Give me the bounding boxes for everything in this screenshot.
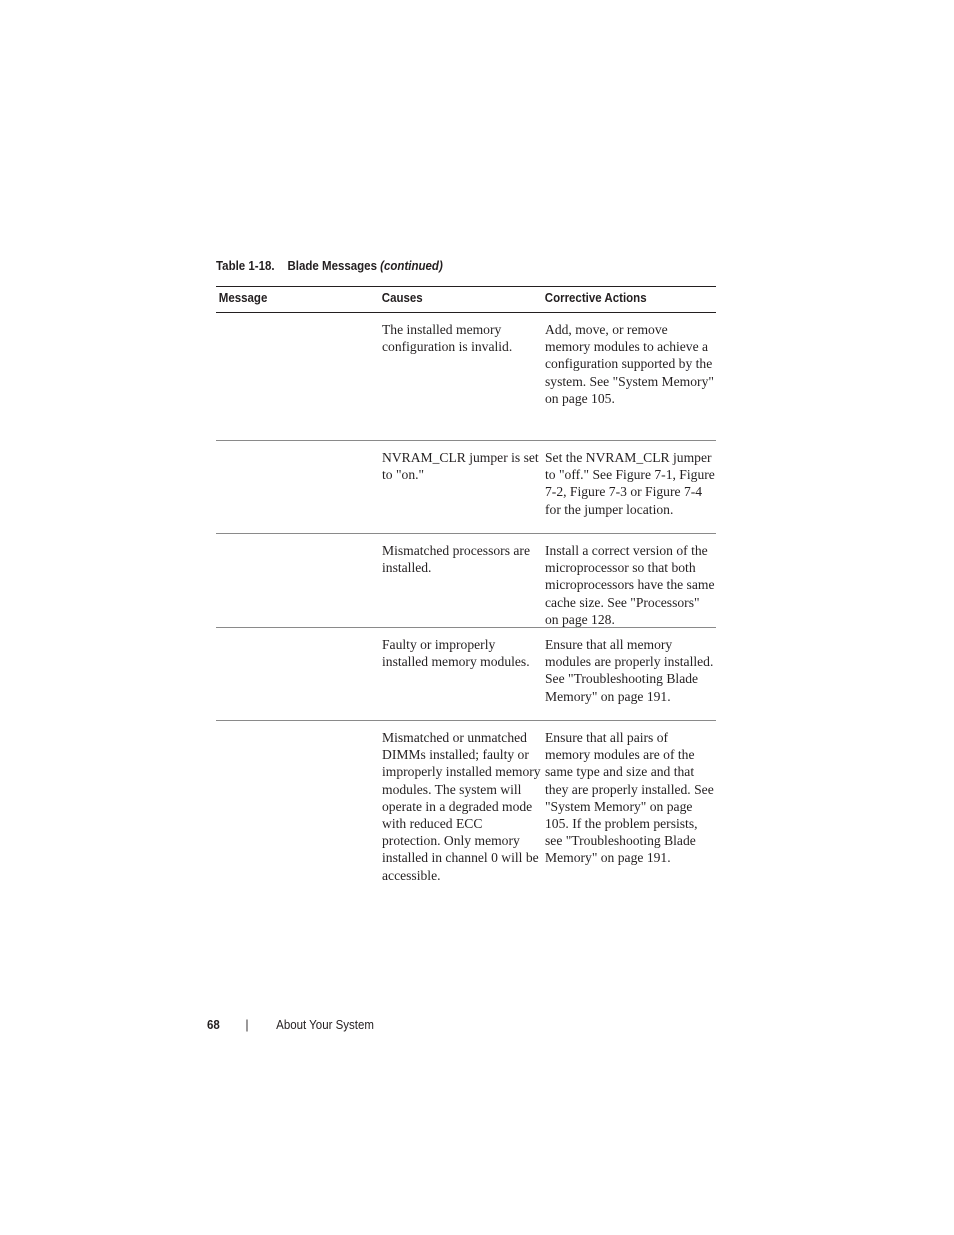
cell-message — [216, 628, 379, 720]
cell-message — [216, 534, 379, 627]
blade-messages-table — [216, 286, 716, 921]
table-continued-label: (continued) — [380, 259, 443, 273]
page-footer — [207, 1018, 374, 1032]
table-row — [216, 721, 716, 921]
cell-corrective-actions: Set the NVRAM_CLR jumper to "off." See Figure 7-1, Figure 7-2, Figure 7-3 or Figure 7-4 for the jumper location. — [545, 450, 715, 517]
table-row — [216, 441, 716, 534]
table-row — [216, 534, 716, 628]
cell-corrective-actions: Ensure that all memory modules are properly installed. See "Troubleshooting Blade Memory" on page 191. — [545, 637, 714, 704]
table-number: Table 1-18. — [216, 259, 275, 273]
header-causes: Causes — [381, 291, 423, 305]
table-title: Blade Messages — [287, 259, 377, 273]
table-header-row — [216, 287, 716, 313]
table-row — [216, 313, 716, 441]
cell-corrective-actions: Add, move, or remove memory modules to achieve a configuration supported by the system. See "System Memory" on page 105. — [545, 322, 714, 406]
cell-message — [216, 441, 379, 533]
table-row — [216, 628, 716, 721]
cell-causes: Faulty or improperly installed memory modules. — [382, 637, 530, 670]
cell-causes: Mismatched or unmatched DIMMs installed; faulty or improperly installed memory modules. The system will operate in a degraded mode with reduced ECC protection. Only memory installed in channel 0 will be accessible. — [382, 730, 541, 883]
cell-corrective-actions: Install a correct version of the microprocessor so that both microprocessors have the same cache size. See "Processors" on page 128. — [545, 543, 715, 627]
cell-causes: NVRAM_CLR jumper is set to "on." — [382, 450, 539, 483]
header-corrective-actions: Corrective Actions — [544, 291, 647, 305]
cell-corrective-actions: Ensure that all pairs of memory modules are of the same type and size and that they are properly installed. See "System Memory" on page 105. If the problem persists, see "Troubleshooting Blade Memory" on page 191. — [545, 730, 714, 866]
cell-causes: The installed memory configuration is invalid. — [382, 322, 513, 355]
header-message: Message — [218, 291, 268, 305]
footer-section-title: About Your System — [276, 1018, 374, 1032]
cell-message — [216, 313, 379, 440]
footer-separator: | — [245, 1018, 249, 1032]
cell-causes: Mismatched processors are installed. — [382, 543, 530, 576]
cell-message — [216, 721, 379, 921]
table-caption — [216, 259, 443, 273]
page-number: 68 — [207, 1018, 220, 1032]
